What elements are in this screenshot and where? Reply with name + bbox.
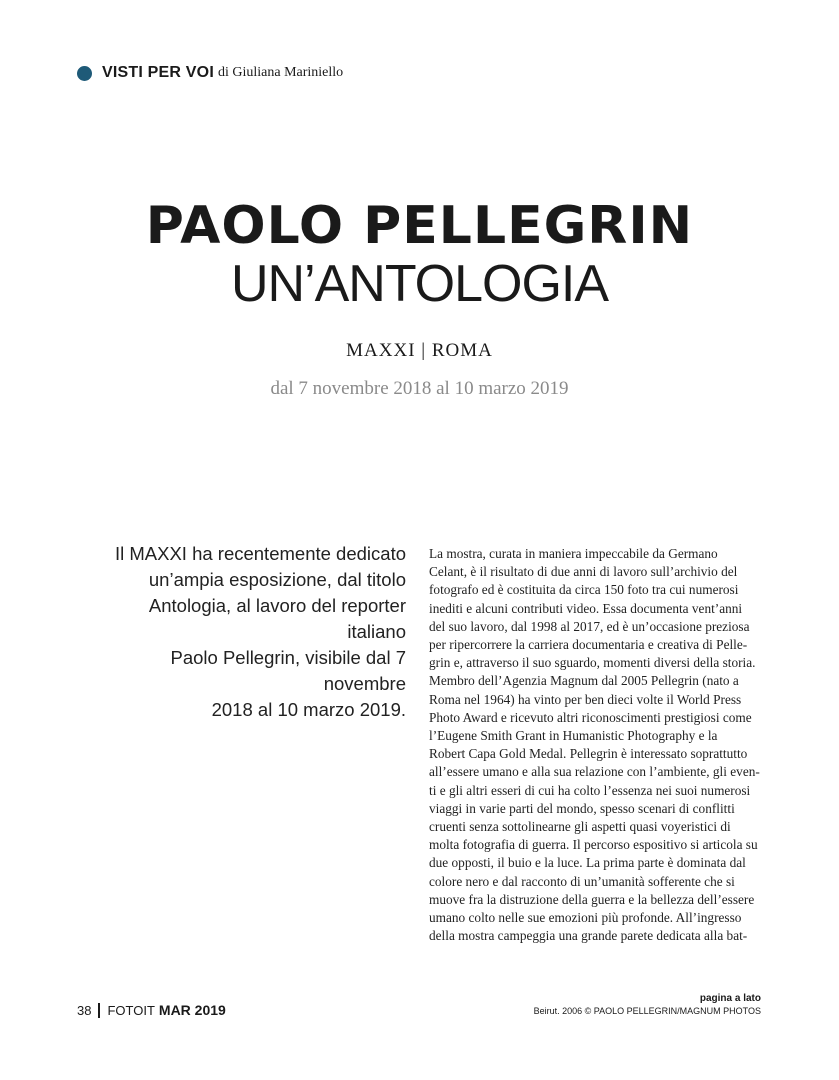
- body-line: La mostra, curata in maniera impeccabile da Germano: [429, 546, 718, 561]
- exhibition-venue: MAXXI | ROMA: [346, 340, 493, 361]
- body-line: due opposti, il buio e la luce. La prima parte è dominata dal: [429, 855, 746, 871]
- body-line: per ripercorrere la carriera documentaria e creativa di Pelle-: [429, 637, 748, 653]
- body-line: umano colto nelle sue emozioni più profonde. All’ingresso: [429, 910, 742, 926]
- body-line: Roma nel 1964) ha vinto per ben dieci volte il World Press: [429, 691, 742, 707]
- magazine-brand: FOTOIT: [107, 1002, 155, 1018]
- body-line: inediti e alcuni contributi video. Essa documenta vent’anni: [429, 600, 743, 616]
- body-line: muove fra la distruzione della guerra e la bellezza dell’essere: [429, 891, 755, 907]
- lead-line: 2018 al 10 marzo 2019.: [211, 699, 406, 720]
- body-line: della mostra campeggia una grande parete dedicata alla bat-: [429, 928, 748, 944]
- body-line: molta fotografia di guerra. Il percorso espositivo si articola su: [429, 837, 758, 853]
- lead-line: un’ampia esposizione, dal titolo: [148, 569, 406, 590]
- body-line: viaggi in varie parti del mondo, spesso scenari di conflitti: [429, 800, 735, 816]
- body-line: colore nero e dal racconto di un’umanità sofferente che si: [429, 873, 735, 889]
- body-line: del suo lavoro, dal 1998 al 2017, ed è un’occasione preziosa: [429, 618, 750, 634]
- body-line: fotografo ed è costituita da circa 150 foto tra cui numerosi: [429, 582, 739, 598]
- article-title-main: PAOLO PELLEGRIN: [145, 196, 694, 256]
- magazine-issue: MAR 2019: [158, 1002, 226, 1018]
- author-byline: di Giuliana Mariniello: [217, 65, 344, 80]
- body-line: l’Eugene Smith Grant in Humanistic Photography e la: [429, 728, 718, 744]
- caption-title: pagina a lato: [699, 993, 761, 1004]
- body-line: grin e, attraverso il suo sguardo, momenti diversi della storia.: [429, 655, 756, 671]
- body-text-column: [429, 545, 761, 945]
- footer-separator: [98, 1003, 100, 1018]
- section-header: [77, 64, 343, 82]
- section-name: VISTI PER VOI: [102, 64, 214, 81]
- body-line: Membro dell’Agenzia Magnum dal 2005 Pellegrin (nato a: [429, 673, 739, 689]
- page-footer: [77, 1002, 226, 1018]
- lead-paragraph: [90, 541, 406, 723]
- body-line: cruenti senza sottolinearne gli aspetti quasi voyeristici di: [429, 819, 731, 835]
- article-title-sub: UN’ANTOLOGIA: [230, 255, 609, 313]
- exhibition-dates: dal 7 novembre 2018 al 10 marzo 2019: [270, 378, 569, 399]
- body-line: ti e gli altri esseri di cui ha colto l’essenza nei suoi numerosi: [429, 782, 751, 798]
- caption-credit: Beirut. 2006 © PAOLO PELLEGRIN/MAGNUM PHOTOS: [533, 1006, 761, 1016]
- photo-caption: [534, 993, 761, 1016]
- page-number: 38: [77, 1002, 92, 1018]
- section-bullet-dot: [77, 66, 92, 81]
- lead-line: Il MAXXI ha recentemente dedicato: [114, 543, 406, 564]
- lead-line: Paolo Pellegrin, visibile dal 7 novembre: [170, 647, 406, 694]
- body-line: Celant, è il risultato di due anni di lavoro sull’archivio del: [429, 564, 738, 580]
- body-line: Photo Award e ricevuto altri riconoscimenti prestigiosi come: [429, 709, 752, 725]
- body-line: all’essere umano e alla sua relazione con l’ambiente, gli even-: [429, 764, 760, 780]
- lead-line: Antologia, al lavoro del reporter italiano: [148, 595, 406, 642]
- body-line: Robert Capa Gold Medal. Pellegrin è interessato soprattutto: [429, 746, 748, 762]
